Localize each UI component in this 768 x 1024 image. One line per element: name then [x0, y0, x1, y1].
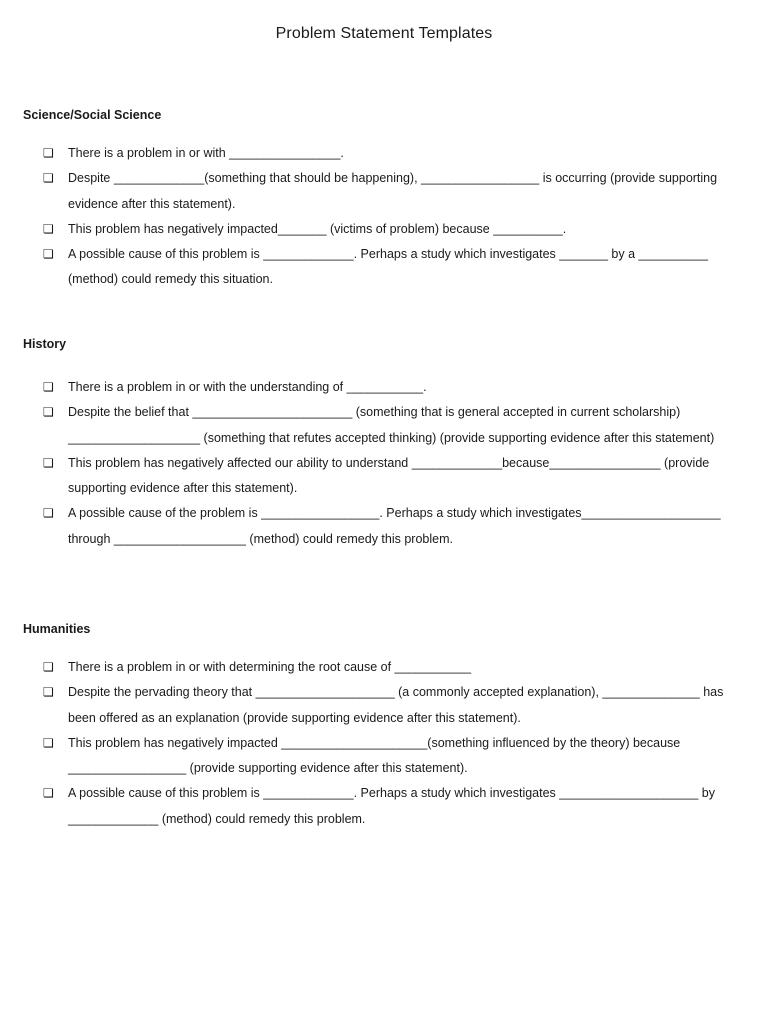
checkbox-bullet-icon: ❏ [43, 405, 54, 420]
list-item-text: A possible cause of the problem is _________________. Perhaps a study which investigates____________________ through ___________________ (method) could remedy this problem. [68, 506, 721, 546]
list-item-text: There is a problem in or with determining the root cause of ___________ [68, 660, 472, 674]
checkbox-bullet-icon: ❏ [43, 685, 54, 700]
list-item [0, 731, 768, 782]
list-item [0, 781, 768, 832]
list-item [0, 655, 768, 680]
list-item-text: A possible cause of this problem is _____________. Perhaps a study which investigates ____________________ by _____________ (method) could remedy this problem. [68, 786, 715, 826]
section-heading-science: Science/Social Science [23, 108, 162, 122]
section-heading-history: History [23, 337, 67, 351]
list-item-text: Despite _____________(something that should be happening), _________________ is occurring (provide supporting evidence after this statement). [68, 171, 718, 211]
list-item [0, 501, 768, 552]
list-item [0, 375, 768, 400]
section-list-history [0, 375, 768, 552]
checkbox-bullet-icon: ❏ [43, 247, 54, 262]
checkbox-bullet-icon: ❏ [43, 171, 54, 186]
list-item-text: Despite the pervading theory that ____________________ (a commonly accepted explanation), ______________ has been offered as an explanation (provide supporting evidence after this statement). [68, 685, 724, 725]
checkbox-bullet-icon: ❏ [43, 506, 54, 521]
list-item-text: This problem has negatively impacted _____________________(something influenced by the theory) because _________________ (provide supporting evidence after this statement). [68, 735, 681, 776]
list-item [0, 141, 768, 166]
page-title: Problem Statement Templates [275, 25, 493, 42]
list-item [0, 166, 768, 217]
list-item [0, 680, 768, 731]
checkbox-bullet-icon: ❏ [43, 660, 54, 674]
checkbox-bullet-icon: ❏ [43, 380, 54, 394]
section-heading-humanities: Humanities [23, 622, 91, 636]
list-item-text: A possible cause of this problem is _____________. Perhaps a study which investigates _______ by a __________ (method) could remedy this situation. [68, 247, 709, 287]
section-list-humanities [0, 655, 768, 832]
list-item-text: This problem has negatively impacted_______ (victims of problem) because __________. [68, 221, 567, 236]
list-item-text: There is a problem in or with the understanding of ___________. [68, 380, 427, 394]
checkbox-bullet-icon: ❏ [43, 455, 54, 470]
section-list-science [0, 141, 768, 293]
checkbox-bullet-icon: ❏ [43, 735, 54, 750]
checkbox-bullet-icon: ❏ [43, 146, 54, 160]
list-item-text: There is a problem in or with ________________. [68, 146, 344, 160]
list-item [0, 217, 768, 242]
list-item [0, 400, 768, 451]
list-item [0, 451, 768, 502]
checkbox-bullet-icon: ❏ [43, 221, 54, 236]
list-item-text: Despite the belief that _______________________ (something that is general accepted in current scholarship) ___________________ (something that refutes accepted thinking) (provide supporting evidence after this statement) [68, 405, 715, 445]
checkbox-bullet-icon: ❏ [43, 786, 54, 801]
list-item [0, 242, 768, 293]
list-item-text: This problem has negatively affected our ability to understand _____________because________________ (provide supporting evidence after this statement). [68, 455, 710, 496]
